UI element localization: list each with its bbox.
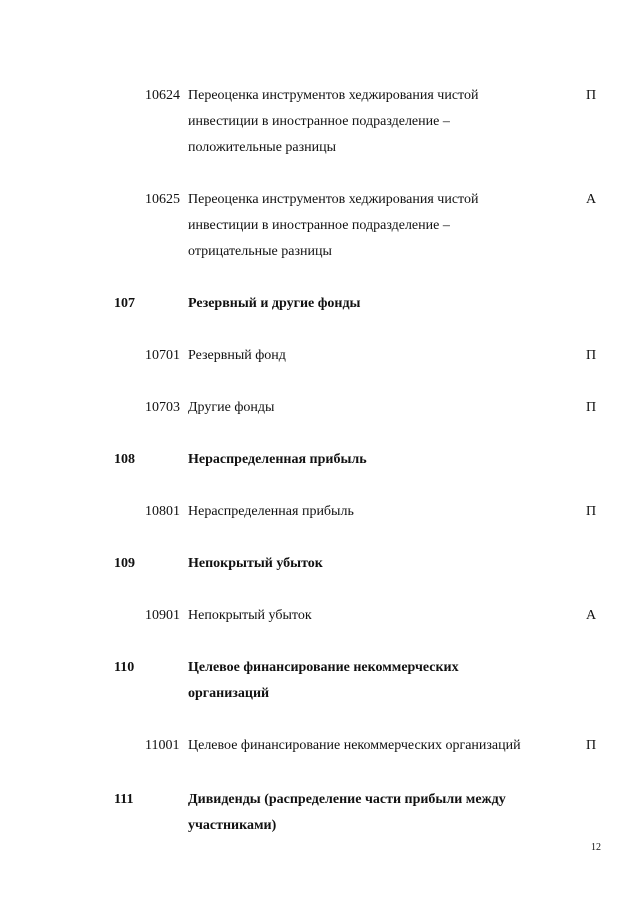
account-type: А (586, 608, 597, 623)
account-code: 10624 (145, 88, 180, 103)
account-type: А (586, 192, 597, 207)
page-number: 12 (591, 842, 601, 853)
account-name-line: отрицательные разницы (188, 244, 332, 259)
group-code: 108 (114, 452, 135, 467)
account-code: 10703 (145, 400, 180, 415)
group-name-line: Нераспределенная прибыль (188, 452, 367, 467)
account-name-line: положительные разницы (188, 140, 337, 155)
account-name (188, 395, 274, 421)
account-name (188, 499, 354, 525)
group-name (188, 787, 506, 839)
account-name (188, 83, 478, 161)
group-name-line: организаций (188, 686, 270, 701)
account-name-line: Целевое финансирование некоммерческих организаций (188, 738, 521, 753)
group-name (188, 447, 367, 473)
account-type: П (586, 738, 597, 753)
account-code: 10701 (145, 348, 180, 363)
account-code: 10625 (145, 192, 180, 207)
account-type: П (586, 88, 597, 103)
account-name-line: Нераспределенная прибыль (188, 504, 354, 519)
group-name-line: Дивиденды (распределение части прибыли между (188, 792, 506, 807)
group-name (188, 551, 323, 577)
group-name (188, 291, 360, 317)
account-type: П (586, 348, 597, 363)
group-name-line: Резервный и другие фонды (188, 296, 361, 311)
account-name-line: Резервный фонд (188, 348, 286, 363)
group-name-line: Непокрытый убыток (188, 556, 323, 571)
account-name-line: инвестиции в иностранное подразделение – (188, 114, 450, 129)
account-name (188, 343, 286, 369)
account-code: 11001 (145, 738, 180, 753)
account-type: П (586, 400, 597, 415)
account-name-line: Переоценка инструментов хеджирования чистой (188, 192, 479, 207)
group-name-line: участниками) (188, 818, 277, 833)
account-name-line: Переоценка инструментов хеджирования чистой (188, 88, 479, 103)
group-code: 111 (114, 792, 134, 807)
account-name (188, 603, 312, 629)
account-name-line: Другие фонды (188, 400, 275, 415)
group-code: 107 (114, 296, 135, 311)
account-name (188, 187, 478, 265)
account-code: 10901 (145, 608, 180, 623)
account-code: 10801 (145, 504, 180, 519)
group-name (188, 655, 459, 707)
group-name-line: Целевое финансирование некоммерческих (188, 660, 459, 675)
account-name-line: инвестиции в иностранное подразделение – (188, 218, 450, 233)
group-code: 110 (114, 660, 135, 675)
account-type: П (586, 504, 597, 519)
group-code: 109 (114, 556, 135, 571)
account-name-line: Непокрытый убыток (188, 608, 312, 623)
account-name (188, 733, 521, 759)
